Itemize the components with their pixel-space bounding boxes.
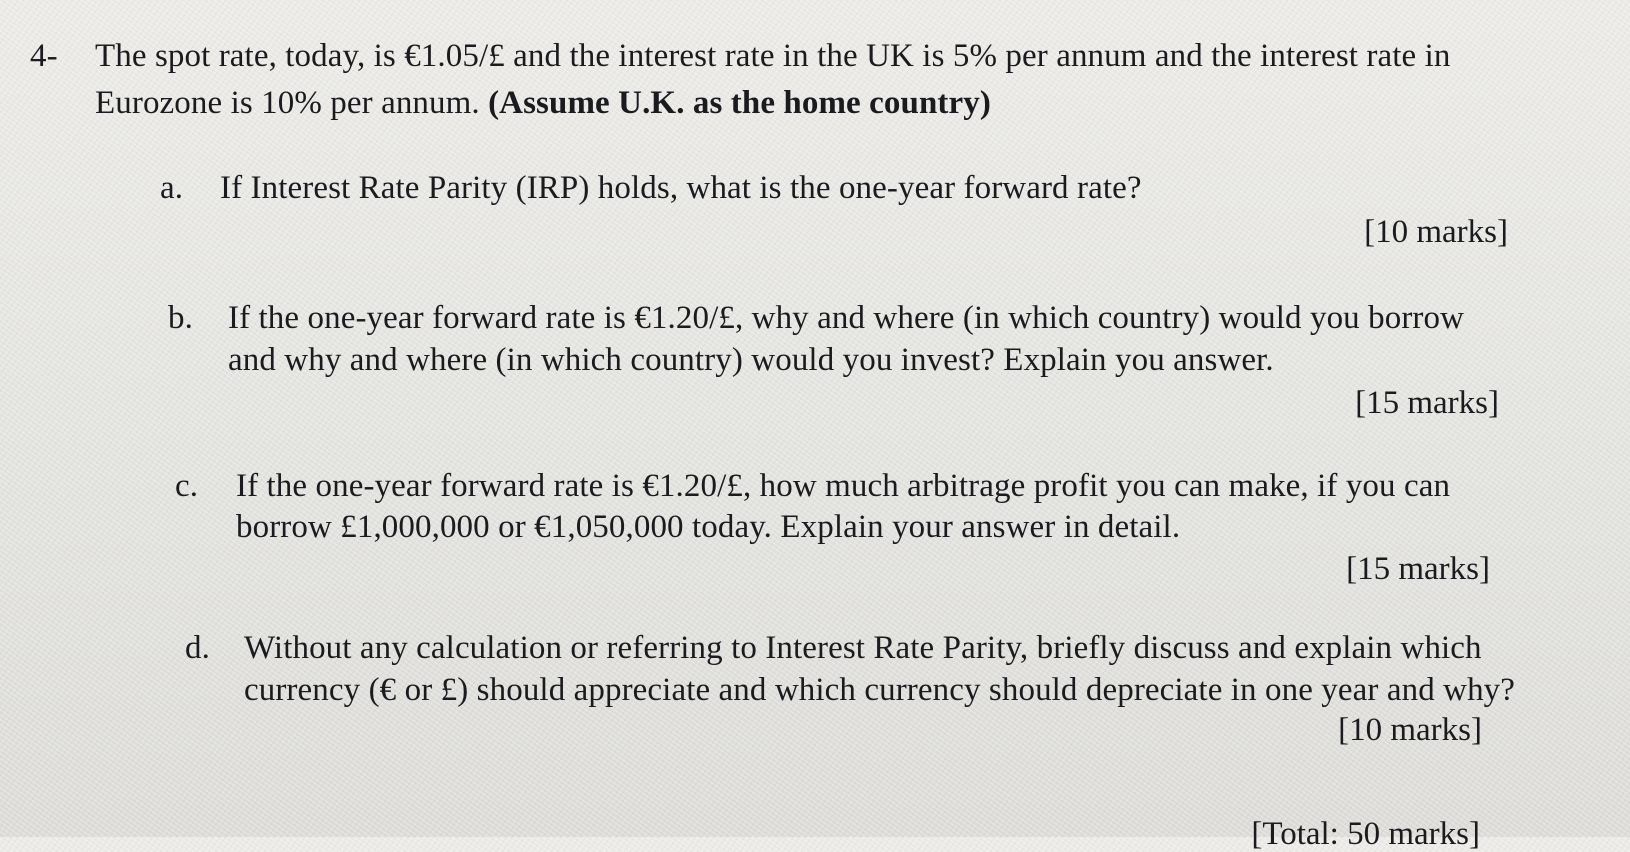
part-c-line-2: borrow £1,000,000 or €1,050,000 today. Explain your answer in detail.	[236, 509, 1181, 545]
home-country-note: (Assume U.K. as the home country)	[488, 85, 991, 121]
part-c-marks: [15 marks]	[1346, 551, 1490, 587]
part-d-line-1: Without any calculation or referring to Interest Rate Parity, briefly discuss and explain which	[244, 630, 1482, 666]
part-a-marks: [10 marks]	[1364, 214, 1508, 250]
part-b-marks: [15 marks]	[1355, 385, 1499, 421]
question-stem-plain: Eurozone is 10% per annum.	[95, 85, 489, 121]
part-c-label: c.	[175, 468, 199, 504]
part-a-label: a.	[160, 170, 184, 206]
part-d-marks: [10 marks]	[1338, 712, 1482, 748]
part-c-line-1: If the one-year forward rate is €1.20/£, how much arbitrage profit you can make, if you can	[236, 468, 1451, 504]
question-number: 4-	[30, 38, 58, 74]
question-stem-line-1: The spot rate, today, is €1.05/£ and the interest rate in the UK is 5% per annum and the interest rate in	[95, 38, 1451, 74]
part-d-label: d.	[185, 630, 210, 666]
part-a-line-1: If Interest Rate Parity (IRP) holds, what is the one-year forward rate?	[220, 170, 1142, 206]
question-stem-line-2	[95, 87, 991, 120]
part-b-line-1: If the one-year forward rate is €1.20/£, why and where (in which country) would you borrow	[228, 300, 1465, 336]
part-b-line-2: and why and where (in which country) would you invest? Explain you answer.	[228, 342, 1274, 378]
part-b-label: b.	[168, 300, 193, 336]
total-marks: [Total: 50 marks]	[1251, 816, 1480, 852]
part-d-line-2: currency (€ or £) should appreciate and which currency should depreciate in one year and why?	[244, 672, 1516, 708]
